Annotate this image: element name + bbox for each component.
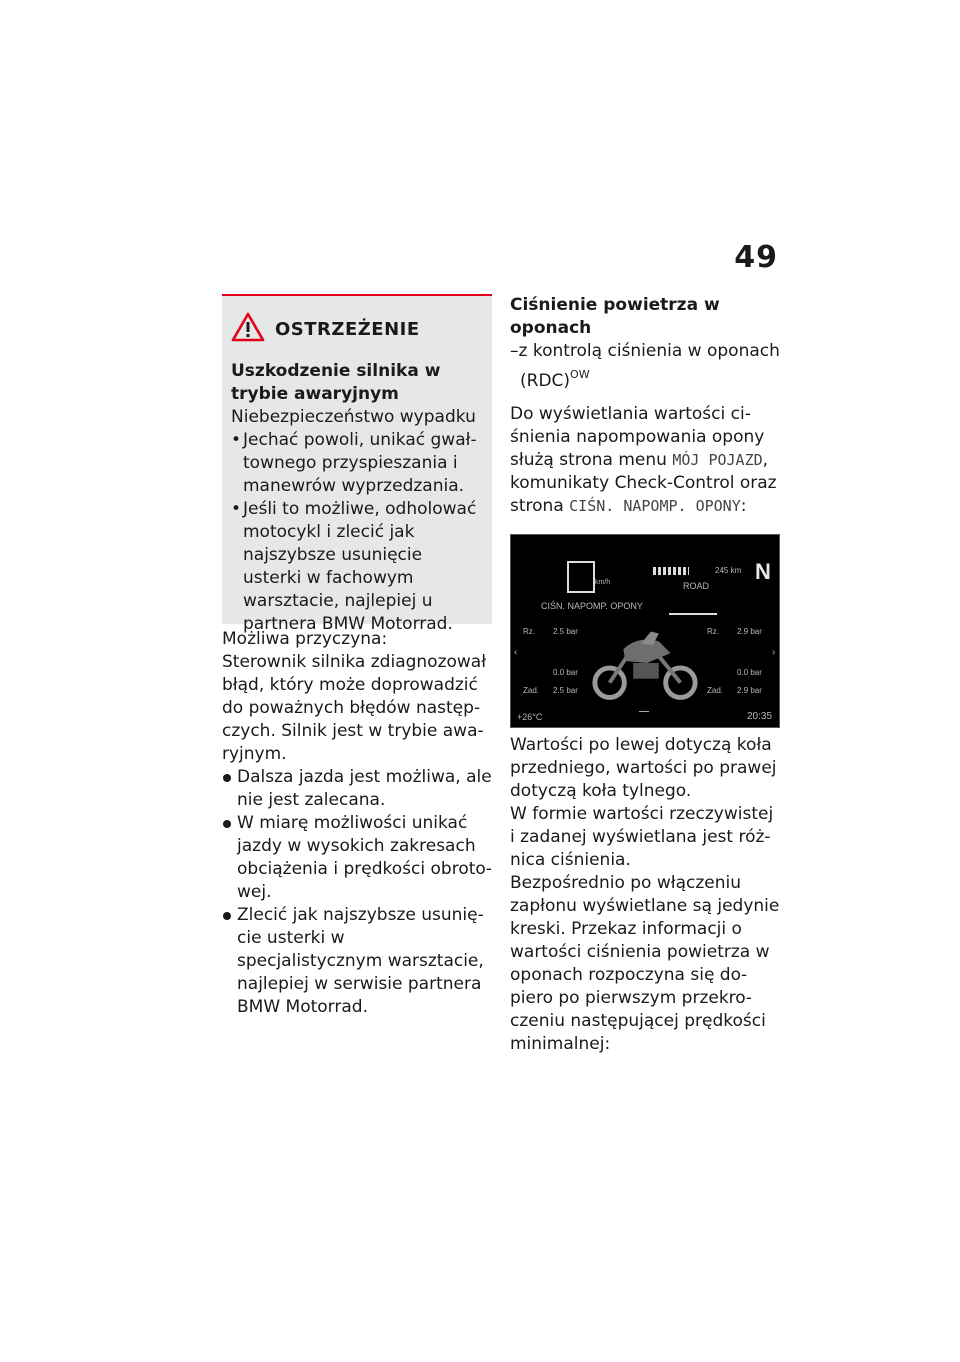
tft-display-screenshot xyxy=(510,534,780,728)
page-number: 49 xyxy=(734,240,778,275)
riding-mode: ROAD xyxy=(683,581,710,591)
front-value-right: 2.9 bar xyxy=(737,627,762,636)
warning-header xyxy=(231,312,482,346)
option-marker: OW xyxy=(570,368,590,381)
diff-value-left: 0.0 bar xyxy=(553,668,578,677)
speed-box xyxy=(567,561,595,593)
warning-heading: Uszkodzenie silnika w trybie awaryjnym xyxy=(231,361,441,404)
intro-paragraph: Do wyświetlania wartości ciśnienia napompowania opony służą strona menu MÓJ POJAZD, komunikaty Check-Control oraz strona CIŚN. NAPOMP. OPONY: xyxy=(510,404,777,516)
chevron-left-icon: ‹ xyxy=(514,647,518,658)
rear-value-right: 2.9 bar xyxy=(737,686,762,695)
front-label-right: Rz. xyxy=(707,627,719,636)
clock: 20:35 xyxy=(747,711,773,722)
paragraph: Bezpośrednio po włączeniu zapłonu wyświetlane są jedynie kreski. Przekaz informacji o wartości ciśnienia powietrza w oponach rozpoczyna się dopiero po pierwszym przekroczeniu następującej prędkości minimalnej: xyxy=(510,873,780,1054)
right-column xyxy=(510,294,782,1056)
chevron-down-icon xyxy=(639,707,649,712)
paragraph: W formie wartości rzeczywistej i zadanej wyświetlana jest różnica ciśnienia. xyxy=(510,804,774,870)
section-subtitle: –z kontrolą ciśnienia w oponach (RDC)$^{OW}$ xyxy=(510,341,780,391)
diff-value-right: 0.0 bar xyxy=(737,668,762,677)
motorcycle-icon xyxy=(586,623,704,703)
action-item: Dalsza jazda jest możliwa, ale nie jest zalecana. xyxy=(222,766,494,812)
left-column xyxy=(222,628,494,1019)
rear-label-left: Zad. xyxy=(523,686,540,695)
cause-text: Sterownik silnika zdiagnozował błąd, który może doprowadzić do poważnych błędów następczych. Silnik jest w trybie awaryjnym. xyxy=(222,652,487,764)
warning-triangle-icon xyxy=(231,312,265,346)
chevron-right-icon: › xyxy=(772,647,776,658)
fuel-gauge xyxy=(653,567,689,575)
warning-bullet: • Jechać powoli, unikać gwałtownego przyspieszania i manewrów wyprzedzania. xyxy=(231,429,482,498)
front-label-left: Rz. xyxy=(523,627,535,636)
action-item: W miarę możliwości unikać jazdy w wysokich zakresach obciążenia i prędkości obrotowej. xyxy=(222,812,494,904)
cause-label: Możliwa przyczyna: xyxy=(222,629,388,649)
speed-unit: km/h xyxy=(595,579,611,586)
front-value-left: 2.5 bar xyxy=(553,627,578,636)
gear-indicator: N xyxy=(755,559,771,584)
warning-box xyxy=(222,294,492,634)
menu-name: MÓJ POJAZD xyxy=(672,451,763,469)
section-heading: Ciśnienie powietrza w oponach xyxy=(510,295,720,338)
menu-title: CIŚN. NAPOMP. OPONY xyxy=(541,601,643,611)
paragraph: Wartości po lewej dotyczą koła przedniego, wartości po prawej dotyczą koła tylnego. xyxy=(510,735,777,801)
warning-bullet: • Jeśli to możliwe, odholować motocykl i zlecić jak najszybsze usunięcie usterki w fachowym warsztacie, najlepiej u partnera BMW Motorrad. xyxy=(231,498,482,636)
rear-value-left: 2.5 bar xyxy=(553,686,578,695)
warning-title: OSTRZEŻENIE xyxy=(275,318,420,340)
action-item: Zlecić jak najszybsze usunięcie usterki w specjalistycznym warsztacie, najlepiej w serwisie partnera BMW Motorrad. xyxy=(222,904,494,1019)
range-value: 245 km xyxy=(715,566,742,575)
active-indicator xyxy=(669,613,717,615)
rear-label-right: Zad. xyxy=(707,686,724,695)
menu-name: CIŚN. NAPOMP. OPONY xyxy=(569,497,741,515)
temperature: +26°C xyxy=(517,712,543,722)
warning-risk: Niebezpieczeństwo wypadku xyxy=(231,407,476,427)
